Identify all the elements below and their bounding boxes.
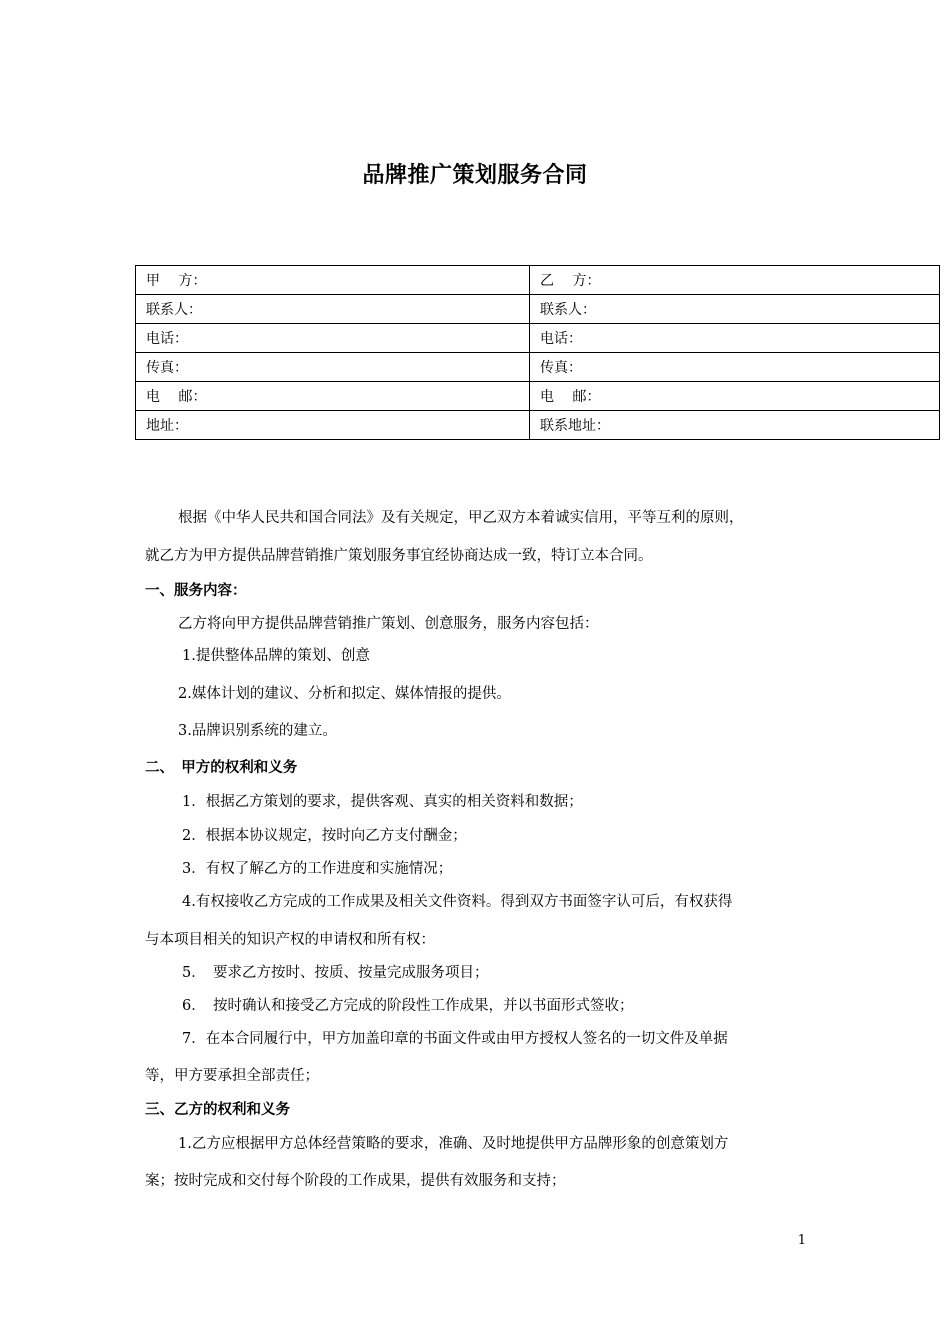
section1-item-2: 2.媒体计划的建议、分析和拟定、媒体情报的提供。	[178, 686, 511, 702]
table-row	[136, 295, 940, 324]
contract-title: 品牌推广策划服务合同	[362, 163, 588, 188]
section3-item-1-line2: 案；按时完成和交付每个阶段的工作成果，提供有效服务和支持；	[145, 1173, 566, 1189]
party-b-phone-cell: 电话：	[530, 324, 940, 353]
party-a-name-cell: 甲 方：	[136, 266, 530, 295]
section2-item-5: 5． 要求乙方按时、按质、按量完成服务项目；	[182, 965, 489, 981]
table-row	[136, 382, 940, 411]
section1-item-3: 3.品牌识别系统的建立。	[178, 723, 337, 739]
table-row	[136, 353, 940, 382]
table-row	[136, 324, 940, 353]
section1-heading: 一、服务内容：	[145, 583, 247, 599]
party-b-contact-cell: 联系人：	[530, 295, 940, 324]
section2-item-4-line2: 与本项目相关的知识产权的申请权和所有权：	[145, 932, 435, 948]
page-number: 1	[797, 1233, 806, 1248]
section2-item-3: 3．有权了解乙方的工作进度和实施情况；	[182, 861, 453, 877]
section1-item-1: 1.提供整体品牌的策划、创意	[182, 648, 370, 664]
section1-lead: 乙方将向甲方提供品牌营销推广策划、创意服务，服务内容包括：	[178, 616, 599, 632]
table-row	[136, 266, 940, 295]
intro-paragraph-line2: 就乙方为甲方提供品牌营销推广策划服务事宜经协商达成一致，特订立本合同。	[145, 548, 653, 564]
table-row	[136, 411, 940, 440]
party-a-address-cell: 地址：	[136, 411, 530, 440]
party-b-address-cell: 联系地址：	[530, 411, 940, 440]
section2-item-2: 2．根据本协议规定，按时向乙方支付酬金；	[182, 828, 467, 844]
section2-item-7-line2: 等，甲方要承担全部责任；	[145, 1068, 319, 1084]
section2-item-4-line1: 4.有权接收乙方完成的工作成果及相关文件资料。得到双方书面签字认可后，有权获得	[182, 894, 733, 910]
section2-item-1: 1．根据乙方策划的要求，提供客观、真实的相关资料和数据；	[182, 794, 583, 810]
party-b-fax-cell: 传真：	[530, 353, 940, 382]
party-b-email-cell: 电 邮：	[530, 382, 940, 411]
party-info-table	[135, 265, 940, 440]
party-a-phone-cell: 电话：	[136, 324, 530, 353]
section2-heading: 二、 甲方的权利和义务	[145, 760, 298, 776]
party-a-email-cell: 电 邮：	[136, 382, 530, 411]
section3-item-1-line1: 1.乙方应根据甲方总体经营策略的要求，准确、及时地提供甲方品牌形象的创意策划方	[178, 1136, 729, 1152]
section2-item-7-line1: 7．在本合同履行中，甲方加盖印章的书面文件或由甲方授权人签名的一切文件及单据	[182, 1031, 728, 1047]
party-a-fax-cell: 传真：	[136, 353, 530, 382]
party-b-name-cell: 乙 方：	[530, 266, 940, 295]
party-a-contact-cell: 联系人：	[136, 295, 530, 324]
section2-item-6: 6． 按时确认和接受乙方完成的阶段性工作成果，并以书面形式签收；	[182, 998, 634, 1014]
intro-paragraph-line1: 根据《中华人民共和国合同法》及有关规定，甲乙双方本着诚实信用，平等互利的原则，	[178, 510, 744, 526]
section3-heading: 三、乙方的权利和义务	[145, 1102, 290, 1118]
